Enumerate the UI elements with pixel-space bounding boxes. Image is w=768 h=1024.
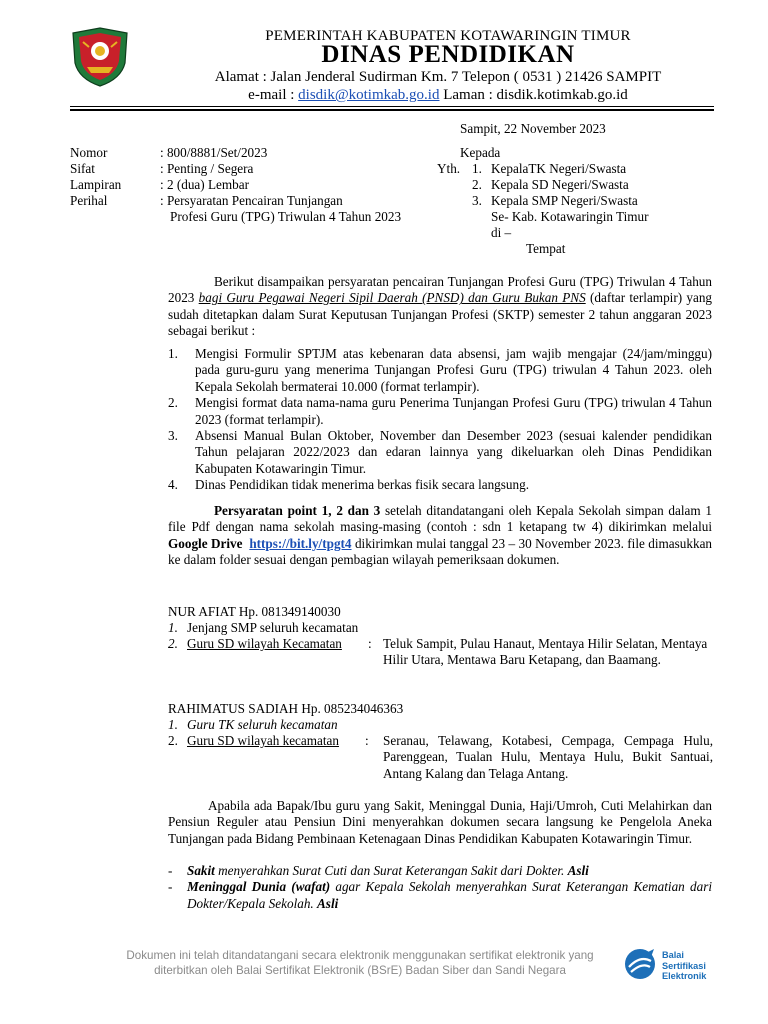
bsre-logo-text xyxy=(662,950,732,982)
addressee-yth: Yth. xyxy=(437,161,461,176)
contact-item-num: 2. xyxy=(168,636,178,651)
meta-value-perihal: : Persyaratan Pencairan Tunjangan xyxy=(160,193,343,208)
bullet-tail: Asli xyxy=(317,895,339,911)
intro-emphasis: bagi Guru Pegawai Negeri Sipil Daerah (PNSD) dan Guru Bukan PNS xyxy=(198,290,586,306)
contact-item-colon: : xyxy=(365,733,369,748)
recipient-text: KepalaTK Negeri/Swasta xyxy=(491,161,627,176)
list-item-num: 3. xyxy=(168,428,178,444)
list-item-num: 1. xyxy=(168,346,178,361)
list-item xyxy=(168,477,712,493)
meta-value-lampiran: : 2 (dua) Lembar xyxy=(160,177,249,192)
email-label: e-mail : xyxy=(248,87,299,103)
bullet-dash: - xyxy=(168,863,173,878)
list-item-num: 2. xyxy=(168,395,178,411)
submission-lead: Persyaratan point 1, 2 dan 3 xyxy=(214,503,381,518)
bsre-text-line: Sertifikasi xyxy=(662,960,706,971)
meta-label-nomor: Nomor xyxy=(70,145,108,160)
meta-label-lampiran: Lampiran xyxy=(70,177,122,192)
contact-name: NUR AFIAT Hp. 081349140030 xyxy=(168,604,341,619)
list-item-num: 4. xyxy=(168,477,178,493)
meta-label-perihal: Perihal xyxy=(70,193,108,208)
meta-label-sifat: Sifat xyxy=(70,161,95,176)
esign-footer xyxy=(80,948,640,978)
closing-paragraph: Apabila ada Bapak/Ibu guru yang Sakit, Meninggal Dunia, Haji/Umroh, Cuti Melahirkan dan Pensiun Reguler atau Pensiun Dini menyerahkan dokumen secara langsung ke Pengelola Aneka Tunjangan pada Bidang Pembinaan Ketenagaan Dinas Pendidikan Kabupaten Kotawaringin Timur. xyxy=(168,798,712,846)
footer-line: diterbitkan oleh Balai Sertifikat Elektronik (BSrE) Badan Siber dan Sandi Negara xyxy=(154,964,566,977)
bullet-tail: Asli xyxy=(567,863,589,878)
bsre-text-line: Elektronik xyxy=(662,971,707,981)
addressee-kepada: Kepada xyxy=(460,145,501,160)
intro-text: Berikut disampaikan persyaratan pencairan Tunjangan Profesi Guru (TPG) Triwulan 4 Tahun 2023 xyxy=(168,274,712,306)
google-drive-link[interactable]: https://bit.ly/tpgt4 xyxy=(249,535,352,551)
contact-item-text: Guru TK seluruh kecamatan xyxy=(187,717,338,732)
recipient-num: 2. xyxy=(472,177,482,192)
bullet-text xyxy=(187,863,712,879)
website-text: Laman : disdik.kotimkab.go.id xyxy=(439,87,628,103)
list-item xyxy=(168,428,712,477)
addressee-region: Se- Kab. Kotawaringin Timur xyxy=(491,209,649,224)
intro-text-cont: (daftar terlampir) yang sudah ditetapkan dalam Surat Keputusan Tunjangan Profesi (SKTP) semester 2 tahun anggaran 2023 sebagai berikut : xyxy=(168,290,713,339)
addressee-di: di – xyxy=(491,225,512,240)
contact-item-colon: : xyxy=(368,636,372,651)
recipient-num: 3. xyxy=(472,193,482,208)
list-item-text: Absensi Manual Bulan Oktober, November dan Desember 2023 (sesuai kalender pendidikan Tahun pelajaran 2022/2023 dan edaran lainnya yang dikeluarkan oleh Dinas Pendidikan Kabupaten Kotawaringin Timur. xyxy=(195,428,712,476)
agency-name: DINAS PENDIDIKAN xyxy=(321,41,575,68)
list-item xyxy=(168,863,712,879)
contact-item-label: Guru SD wilayah kecamatan xyxy=(187,733,339,748)
bullet-bold: Meninggal Dunia (wafat) xyxy=(187,879,331,895)
contact-item-text: Jenjang SMP seluruh kecamatan xyxy=(187,620,359,635)
submission-paragraph xyxy=(168,503,712,569)
email-link[interactable]: disdik@kotimkab.go.id xyxy=(298,87,440,103)
closing-bullets xyxy=(168,863,712,912)
addressee-tempat: Tempat xyxy=(526,241,566,256)
contact-item-value: Seranau, Telawang, Kotabesi, Cempaga, Cempaga Hulu, Parenggean, Tualan Hulu, Mentaya Hulu, Bukit Santuai, Antang Kalang dan Telaga Antang. xyxy=(383,733,713,781)
list-item xyxy=(168,395,712,428)
list-item-text: Mengisi Formulir SPTJM atas kebenaran data absensi, jam wajib mengajar (24/jam/minggu) pada guru-guru yang menerima Tunjangan Profesi Guru (TPG) triwulan 4 Tahun 2023. oleh Kepala Sekolah bermaterai 10.000 (format terlampir). xyxy=(195,346,712,394)
bullet-dash: - xyxy=(168,879,173,895)
contact-item-num: 2. xyxy=(168,733,178,748)
bsre-text-line: Balai xyxy=(662,950,684,960)
bullet-text xyxy=(187,879,712,912)
contact-item-num: 1. xyxy=(168,717,178,732)
list-item-text: Dinas Pendidikan tidak menerima berkas fisik secara langsung. xyxy=(195,477,529,493)
meta-value-perihal-cont: Profesi Guru (TPG) Triwulan 4 Tahun 2023 xyxy=(170,209,402,224)
header-rule-thin xyxy=(70,106,714,107)
contact-item-value: Teluk Sampit, Pulau Hanaut, Mentaya Hilir Selatan, Mentaya Hilir Utara, Mentawa Baru Ketapang, dan Baamang. xyxy=(383,636,708,668)
bullet-rest: menyerahkan Surat Cuti dan Surat Keterangan Sakit dari Dokter. xyxy=(214,863,568,878)
list-item xyxy=(168,346,712,395)
government-name: PEMERINTAH KABUPATEN KOTAWARINGIN TIMUR xyxy=(265,28,631,44)
agency-address: Alamat : Jalan Jenderal Sudirman Km. 7 Telepon ( 0531 ) 21426 SAMPIT xyxy=(214,69,662,85)
meta-value-nomor: : 800/8881/Set/2023 xyxy=(160,145,268,160)
contact-name: RAHIMATUS SADIAH Hp. 085234046363 xyxy=(168,701,404,716)
list-item-text: Mengisi format data nama-nama guru Penerima Tunjangan Profesi Guru (TPG) triwulan 4 Tahun 2023 (format terlampir). xyxy=(195,395,712,427)
letter-date: Sampit, 22 November 2023 xyxy=(460,121,606,136)
meta-value-sifat: : Penting / Segera xyxy=(160,161,254,176)
list-item xyxy=(168,879,712,912)
recipient-text: Kepala SMP Negeri/Swasta xyxy=(491,193,638,208)
intro-paragraph xyxy=(168,274,712,340)
submission-text-cont: dikirimkan mulai tanggal 23 – 30 November 2023. file dimasukkan ke dalam folder sesuai dengan pembagian wilayah pemeriksaan dokumen. xyxy=(168,535,713,568)
recipient-text: Kepala SD Negeri/Swasta xyxy=(491,177,629,192)
google-drive-label: Google Drive xyxy=(168,535,243,551)
footer-line: Dokumen ini telah ditandatangani secara elektronik menggunakan sertifikat elektronik yang xyxy=(126,949,594,962)
contact-item-num: 1. xyxy=(168,620,178,635)
contact-line xyxy=(118,86,758,104)
bullet-bold: Sakit xyxy=(187,863,215,878)
bullet-rest: agar Kepala Sekolah menyerahkan Surat Keterangan Kematian dari Dokter/Kepala Sekolah. xyxy=(187,879,712,911)
contact-item-label: Guru SD wilayah Kecamatan xyxy=(187,636,342,651)
bsre-logo-icon xyxy=(620,947,660,981)
submission-text: setelah ditandatangani oleh Kepala Sekolah simpan dalam 1 file Pdf dengan nama sekolah masing-masing (contoh : sdn 1 ketapang tw 4) dikirimkan melalui xyxy=(168,503,712,535)
recipient-num: 1. xyxy=(472,161,482,176)
header-rule-thick xyxy=(70,109,714,111)
requirements-list xyxy=(168,346,712,494)
